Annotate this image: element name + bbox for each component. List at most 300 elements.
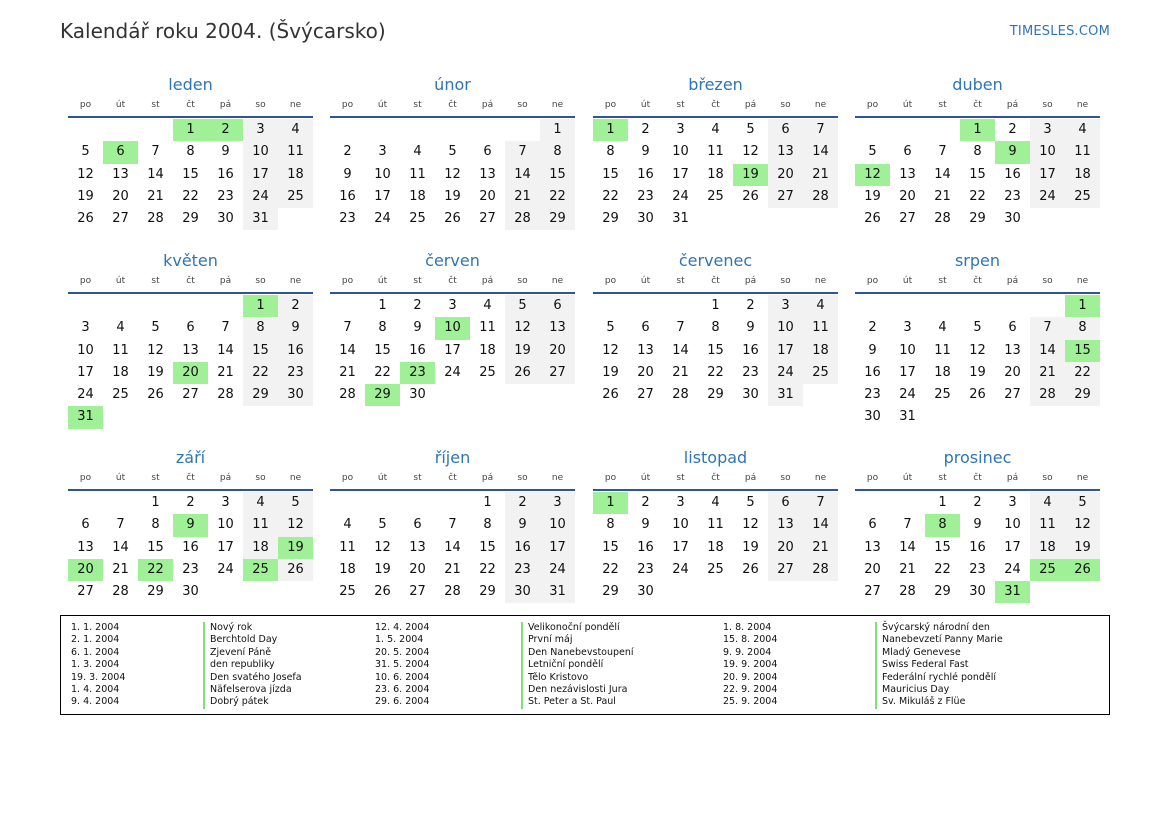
weekday-label: st	[413, 276, 422, 286]
day-cell: 7	[803, 119, 838, 141]
day-cell: 24	[672, 188, 689, 204]
day-cell: 3	[81, 320, 90, 336]
day-cell: 21	[505, 186, 540, 208]
day-cell: 25	[409, 211, 426, 227]
day-cell: 11	[1030, 514, 1065, 536]
empty-cell	[330, 492, 365, 514]
day-cell: 31	[899, 409, 916, 425]
holiday-day: 1	[593, 119, 628, 141]
day-cell: 22	[479, 561, 496, 577]
month-leden	[68, 73, 313, 230]
holiday-name: Näfelserova jízda	[203, 684, 302, 696]
empty-cell	[330, 295, 365, 317]
day-cell: 23	[864, 387, 881, 403]
day-cell: 27	[409, 584, 426, 600]
day-cell: 24	[672, 561, 689, 577]
day-cell: 15	[707, 342, 724, 358]
day-cell: 2	[278, 295, 313, 317]
day-cell: 7	[676, 320, 685, 336]
weekday-header	[855, 471, 1100, 491]
day-cell: 15	[243, 340, 278, 362]
weekday-label: st	[938, 473, 947, 483]
day-cell: 28	[803, 186, 838, 208]
day-cell: 19	[505, 340, 540, 362]
weekday-label: út	[640, 276, 651, 286]
day-cell: 31	[540, 581, 575, 603]
month-name: listopad	[683, 448, 748, 467]
day-cell: 27	[864, 584, 881, 600]
weekday-label: pá	[219, 473, 232, 483]
day-cell: 3	[768, 295, 803, 317]
weekday-label: čt	[973, 100, 982, 110]
day-cell: 17	[540, 537, 575, 559]
day-cell: 13	[112, 166, 129, 182]
weekday-label: pá	[481, 276, 494, 286]
day-cell: 30	[637, 211, 654, 227]
day-cell: 9	[278, 317, 313, 339]
day-cell: 9	[413, 320, 422, 336]
holiday-name: Nanebevzetí Panny Marie	[875, 634, 1003, 646]
weekday-header	[330, 98, 575, 118]
day-cell: 28	[672, 387, 689, 403]
day-cell: 13	[768, 514, 803, 536]
month-prosinec	[855, 446, 1100, 603]
day-cell: 2	[746, 298, 755, 313]
day-cell: 27	[1004, 387, 1021, 403]
month-name: červen	[425, 251, 480, 270]
day-cell: 29	[243, 384, 278, 406]
day-cell: 16	[1004, 166, 1021, 182]
day-cell: 13	[77, 539, 94, 555]
weekday-label: út	[902, 100, 913, 110]
day-cell: 30	[969, 584, 986, 600]
day-cell: 17	[672, 539, 689, 555]
weekday-header	[593, 471, 838, 491]
day-cell: 8	[606, 144, 615, 160]
day-cell: 19	[444, 188, 461, 204]
day-cell: 15	[147, 539, 164, 555]
day-cell: 21	[899, 561, 916, 577]
day-cell: 6	[186, 320, 195, 336]
day-cell: 23	[637, 188, 654, 204]
month-říjen	[330, 446, 575, 603]
day-cell: 12	[444, 166, 461, 182]
day-cell: 8	[378, 320, 387, 336]
weekday-header	[593, 98, 838, 118]
day-cell: 29	[969, 211, 986, 227]
weekday-label: čt	[186, 100, 195, 110]
weekday-label: so	[255, 473, 266, 483]
weekday-label: po	[79, 100, 92, 110]
weekday-label: ne	[1076, 276, 1089, 286]
day-cell: 26	[969, 387, 986, 403]
weekday-label: st	[676, 100, 685, 110]
empty-cell	[103, 119, 138, 141]
day-cell: 14	[934, 166, 951, 182]
holiday-date: 20. 5. 2004	[375, 646, 430, 658]
day-cell: 13	[182, 342, 199, 358]
day-cell: 25	[803, 362, 838, 384]
day-cell: 25	[1065, 186, 1100, 208]
day-cell: 18	[479, 342, 496, 358]
day-cell: 2	[868, 320, 877, 336]
weekday-label: pá	[219, 276, 232, 286]
holiday-day: 29	[365, 384, 400, 406]
day-cell: 15	[479, 539, 496, 555]
day-cell: 5	[973, 320, 982, 336]
holiday-name: Mauricius Day	[875, 684, 1003, 696]
day-cell: 4	[343, 517, 352, 533]
weekday-label: so	[780, 100, 791, 110]
month-name: prosinec	[943, 448, 1012, 467]
day-cell: 12	[147, 342, 164, 358]
weekday-label: pá	[1006, 473, 1019, 483]
day-cell: 25	[278, 186, 313, 208]
day-cell: 11	[112, 342, 129, 358]
holiday-date: 1. 8. 2004	[723, 622, 772, 633]
day-cell: 4	[278, 119, 313, 141]
day-cell: 19	[147, 364, 164, 380]
holiday-name: Tělo Kristovo	[521, 672, 634, 684]
day-cell: 4	[938, 320, 947, 336]
weekday-label: st	[151, 100, 160, 110]
day-cell: 25	[479, 364, 496, 380]
day-cell: 21	[672, 364, 689, 380]
holiday-day: 2	[208, 119, 243, 141]
weekday-label: so	[780, 276, 791, 286]
day-cell: 30	[505, 581, 540, 603]
day-cell: 8	[151, 517, 160, 533]
day-cell: 27	[899, 211, 916, 227]
weekday-label: po	[604, 276, 617, 286]
day-cell: 25	[707, 561, 724, 577]
day-cell: 20	[409, 561, 426, 577]
day-cell: 14	[147, 166, 164, 182]
weekday-label: st	[938, 276, 947, 286]
holiday-date: 9. 9. 2004	[723, 646, 772, 658]
day-cell: 15	[182, 166, 199, 182]
day-cell: 29	[707, 387, 724, 403]
holiday-name: Den svatého Josefa	[203, 672, 302, 684]
day-cell: 20	[479, 188, 496, 204]
day-cell: 19	[1065, 537, 1100, 559]
day-cell: 15	[540, 164, 575, 186]
day-cell: 9	[746, 320, 755, 336]
day-cell: 1	[711, 298, 720, 313]
day-cell: 10	[374, 166, 391, 182]
day-cell: 29	[479, 584, 496, 600]
day-cell: 6	[1008, 320, 1017, 336]
day-cell: 17	[768, 340, 803, 362]
month-září	[68, 446, 313, 603]
holiday-dates-column	[723, 622, 777, 709]
holiday-day: 25	[243, 559, 278, 581]
holiday-date: 1. 1. 2004	[71, 622, 120, 633]
day-cell: 30	[1004, 211, 1021, 227]
day-cell: 16	[409, 342, 426, 358]
weekday-label: pá	[481, 473, 494, 483]
holiday-day: 23	[400, 362, 435, 384]
weekday-label: so	[1042, 276, 1053, 286]
day-cell: 17	[374, 188, 391, 204]
day-cell: 12	[77, 166, 94, 182]
holiday-name: Sv. Mikuláš z Flüe	[875, 696, 1003, 708]
day-cell: 8	[483, 517, 492, 533]
day-cell: 15	[602, 166, 619, 182]
day-cell: 22	[707, 364, 724, 380]
holiday-date: 15. 8. 2004	[723, 634, 778, 646]
month-name: březen	[688, 75, 743, 94]
weekday-label: ne	[814, 276, 827, 286]
day-cell: 26	[742, 561, 759, 577]
day-cell: 26	[278, 559, 313, 581]
day-cell: 15	[602, 539, 619, 555]
day-cell: 1	[151, 495, 160, 510]
holiday-name: Dobrý pátek	[203, 696, 302, 708]
holiday-date: 25. 9. 2004	[723, 696, 778, 708]
holiday-name: den republiky	[203, 659, 302, 671]
day-cell: 21	[1030, 362, 1065, 384]
day-cell: 7	[221, 320, 230, 336]
holiday-day: 19	[733, 164, 768, 186]
empty-cell	[890, 295, 925, 317]
day-cell: 6	[903, 144, 912, 160]
day-cell: 8	[711, 320, 720, 336]
day-cell: 30	[864, 409, 881, 425]
day-cell: 2	[973, 495, 982, 510]
holiday-day: 26	[1065, 559, 1100, 581]
day-cell: 1	[378, 298, 387, 313]
holiday-day: 15	[1065, 340, 1100, 362]
holiday-dates-column	[71, 622, 125, 709]
empty-cell	[925, 295, 960, 317]
weekday-label: čt	[448, 473, 457, 483]
day-cell: 29	[602, 211, 619, 227]
month-březen	[593, 73, 838, 230]
day-cell: 23	[339, 211, 356, 227]
day-cell: 2	[505, 492, 540, 514]
day-cell: 7	[505, 141, 540, 163]
day-cell: 21	[147, 188, 164, 204]
day-cell: 26	[77, 211, 94, 227]
empty-cell	[103, 295, 138, 317]
day-cell: 14	[217, 342, 234, 358]
day-cell: 12	[742, 144, 759, 160]
day-cell: 16	[637, 166, 654, 182]
empty-cell	[365, 492, 400, 514]
day-cell: 8	[186, 144, 195, 160]
day-cell: 19	[864, 188, 881, 204]
day-cell: 14	[505, 164, 540, 186]
day-cell: 26	[742, 188, 759, 204]
empty-cell	[593, 295, 628, 317]
weekday-label: po	[866, 276, 879, 286]
weekday-label: čt	[711, 276, 720, 286]
holiday-names-column	[875, 622, 1003, 709]
day-cell: 17	[672, 166, 689, 182]
day-cell: 6	[768, 119, 803, 141]
weekday-label: po	[341, 473, 354, 483]
day-cell: 28	[505, 208, 540, 230]
day-cell: 12	[278, 514, 313, 536]
day-cell: 31	[243, 208, 278, 230]
page-title: Kalendář roku 2004. (Švýcarsko)	[60, 19, 386, 43]
day-cell: 11	[409, 166, 426, 182]
day-cell: 15	[934, 539, 951, 555]
weekday-label: so	[517, 100, 528, 110]
day-cell: 5	[378, 517, 387, 533]
empty-cell	[365, 119, 400, 141]
empty-cell	[138, 119, 173, 141]
day-cell: 10	[672, 517, 689, 533]
day-cell: 5	[278, 492, 313, 514]
day-cell: 1	[540, 119, 575, 141]
weekday-label: čt	[973, 473, 982, 483]
day-cell: 24	[444, 364, 461, 380]
day-cell: 24	[77, 387, 94, 403]
day-cell: 17	[77, 364, 94, 380]
empty-cell	[663, 295, 698, 317]
day-cell: 13	[540, 317, 575, 339]
day-cell: 3	[1008, 495, 1017, 510]
day-cell: 13	[409, 539, 426, 555]
weekday-label: so	[255, 276, 266, 286]
day-cell: 2	[413, 298, 422, 313]
weekday-header	[593, 274, 838, 294]
day-cell: 18	[803, 340, 838, 362]
day-cell: 11	[707, 144, 724, 160]
site-link[interactable]: TIMESLES.COM	[1009, 24, 1110, 39]
day-cell: 10	[243, 141, 278, 163]
day-cell: 9	[868, 342, 877, 358]
day-cell: 6	[81, 517, 90, 533]
day-cell: 19	[969, 364, 986, 380]
month-name: říjen	[434, 448, 471, 467]
weekday-label: so	[1042, 100, 1053, 110]
weekday-header	[855, 274, 1100, 294]
holiday-day: 25	[1030, 559, 1065, 581]
day-cell: 30	[278, 384, 313, 406]
holiday-name: Velikonoční pondělí	[521, 622, 634, 634]
day-grid	[855, 119, 1100, 230]
day-cell: 10	[540, 514, 575, 536]
weekday-label: po	[341, 100, 354, 110]
holiday-day: 9	[995, 141, 1030, 163]
day-cell: 12	[742, 517, 759, 533]
day-cell: 8	[1065, 317, 1100, 339]
month-červenec	[593, 249, 838, 406]
month-name: září	[175, 448, 206, 467]
day-cell: 18	[409, 188, 426, 204]
empty-cell	[208, 295, 243, 317]
empty-cell	[400, 492, 435, 514]
weekday-label: út	[115, 473, 126, 483]
day-cell: 11	[278, 141, 313, 163]
holiday-name: Swiss Federal Fast	[875, 659, 1003, 671]
holiday-name: St. Peter a St. Paul	[521, 696, 634, 708]
day-cell: 7	[448, 517, 457, 533]
day-cell: 9	[973, 517, 982, 533]
day-cell: 27	[77, 584, 94, 600]
holiday-day: 31	[995, 581, 1030, 603]
weekday-label: so	[780, 473, 791, 483]
day-cell: 6	[413, 517, 422, 533]
day-cell: 20	[540, 340, 575, 362]
day-cell: 10	[77, 342, 94, 358]
day-cell: 23	[742, 364, 759, 380]
empty-cell	[855, 492, 890, 514]
day-cell: 16	[339, 188, 356, 204]
day-cell: 12	[602, 342, 619, 358]
weekday-label: čt	[186, 276, 195, 286]
holiday-date: 31. 5. 2004	[375, 659, 430, 671]
day-cell: 9	[641, 517, 650, 533]
day-cell: 25	[339, 584, 356, 600]
day-cell: 4	[711, 495, 720, 510]
day-cell: 4	[803, 295, 838, 317]
holiday-name: Letniční pondělí	[521, 659, 634, 671]
day-cell: 27	[637, 387, 654, 403]
day-cell: 18	[339, 561, 356, 577]
weekday-label: po	[866, 100, 879, 110]
day-cell: 21	[803, 537, 838, 559]
weekday-label: út	[115, 100, 126, 110]
day-cell: 28	[444, 584, 461, 600]
day-cell: 10	[1004, 517, 1021, 533]
day-cell: 6	[540, 295, 575, 317]
day-cell: 30	[637, 584, 654, 600]
day-cell: 23	[182, 561, 199, 577]
holiday-date: 9. 4. 2004	[71, 696, 120, 708]
day-cell: 4	[711, 122, 720, 137]
weekday-label: st	[676, 473, 685, 483]
month-květen	[68, 249, 313, 429]
day-cell: 24	[899, 387, 916, 403]
holiday-day: 1	[243, 295, 278, 317]
day-cell: 9	[343, 166, 352, 182]
day-grid	[330, 119, 575, 230]
weekday-label: po	[341, 276, 354, 286]
day-cell: 5	[868, 144, 877, 160]
holiday-date: 1. 5. 2004	[375, 634, 424, 646]
day-cell: 10	[899, 342, 916, 358]
month-name: leden	[168, 75, 213, 94]
day-cell: 22	[374, 364, 391, 380]
weekday-label: po	[79, 473, 92, 483]
day-cell: 12	[505, 317, 540, 339]
day-cell: 28	[112, 584, 129, 600]
holiday-list	[60, 615, 1110, 715]
day-cell: 20	[112, 188, 129, 204]
day-cell: 29	[540, 208, 575, 230]
empty-cell	[435, 492, 470, 514]
day-cell: 26	[864, 211, 881, 227]
day-cell: 3	[221, 495, 230, 510]
empty-cell	[435, 119, 470, 141]
day-cell: 27	[768, 559, 803, 581]
weekday-label: pá	[744, 100, 757, 110]
weekday-label: po	[79, 276, 92, 286]
day-cell: 21	[803, 164, 838, 186]
day-cell: 17	[1030, 164, 1065, 186]
day-cell: 8	[540, 141, 575, 163]
holiday-day: 6	[103, 141, 138, 163]
day-cell: 28	[147, 211, 164, 227]
weekday-header	[68, 98, 313, 118]
empty-cell	[400, 119, 435, 141]
month-name: srpen	[954, 251, 1001, 270]
day-cell: 11	[243, 514, 278, 536]
